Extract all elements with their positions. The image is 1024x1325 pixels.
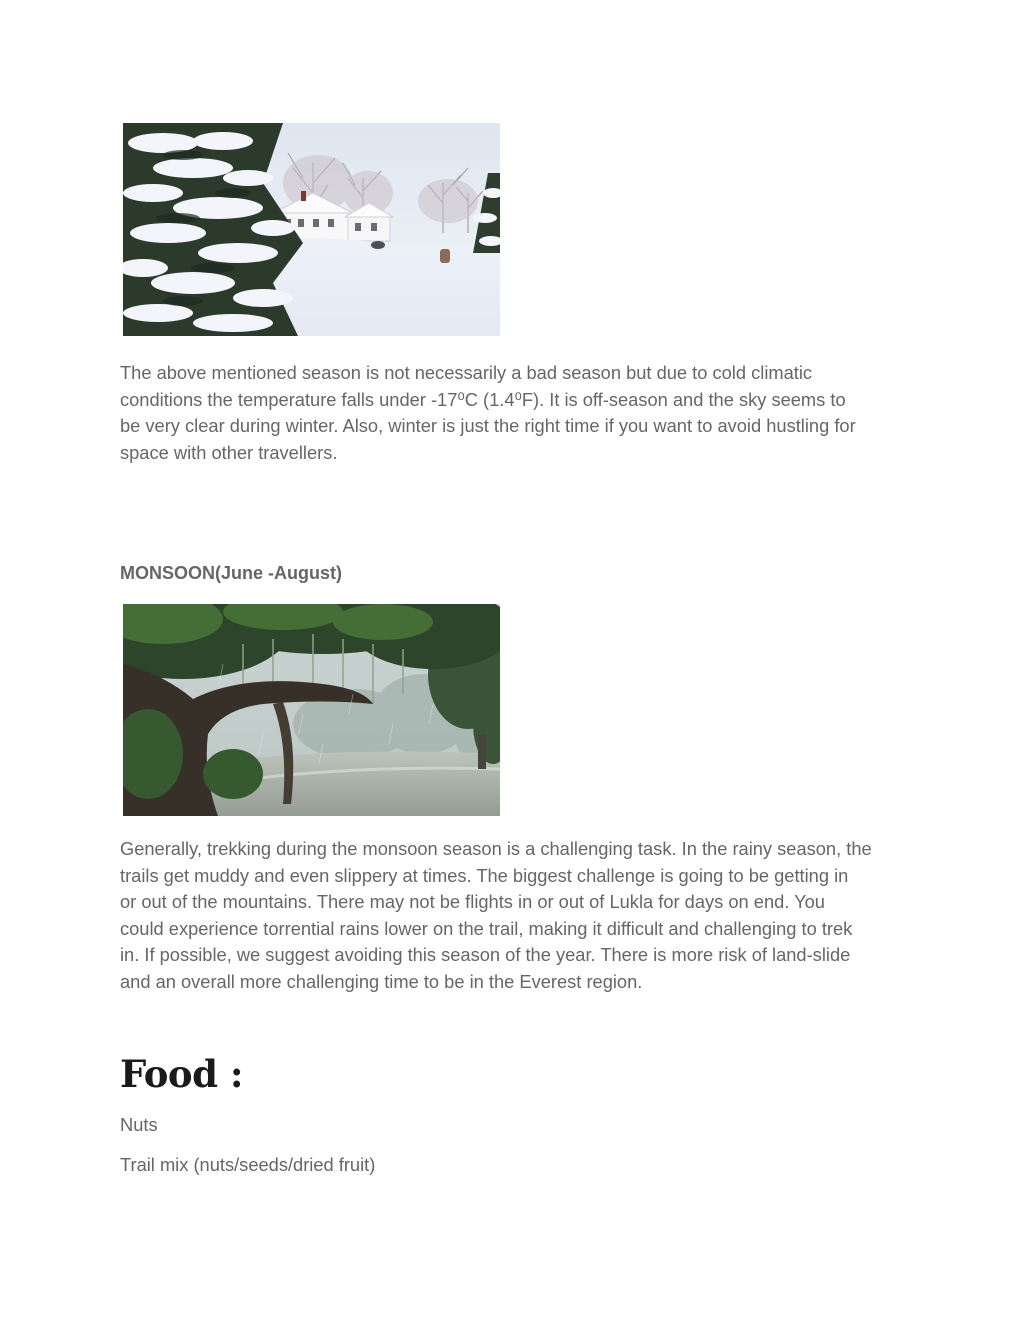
monsoon-heading: MONSOON(June -August)	[120, 563, 342, 583]
monsoon-paragraph	[120, 836, 910, 995]
winter-paragraph	[120, 360, 910, 466]
winter-snow-image	[123, 123, 500, 336]
paragraph-line: and an overall more challenging time to be in the Everest region.	[120, 970, 643, 992]
paragraph-line: be very clear during winter. Also, winter is just the right time if you want to avoid hustling for	[120, 415, 856, 436]
paragraph-line: trails get muddy and even slippery at times. The biggest challenge is going to be getting in	[120, 864, 849, 886]
paragraph-line: or out of the mountains. There may not be flights in or out of Lukla for days on end. You	[120, 891, 825, 912]
paragraph-line: could experience torrential rains lower on the trail, making it difficult and challenging to trek	[120, 917, 853, 939]
monsoon-rain-image	[123, 604, 500, 816]
food-heading: Food :	[120, 1052, 244, 1096]
paragraph-line: The above mentioned season is not necessarily a bad season but due to cold climatic	[120, 362, 813, 383]
food-item: Trail mix (nuts/seeds/dried fruit)	[120, 1154, 376, 1175]
food-item: Nuts	[120, 1114, 158, 1135]
paragraph-line: conditions the temperature falls under -17⁰C (1.4⁰F). It is off-season and the sky seems to	[120, 388, 846, 410]
paragraph-line: in. If possible, we suggest avoiding this season of the year. There is more risk of land-slide	[120, 944, 851, 965]
paragraph-line: space with other travellers.	[120, 441, 338, 463]
paragraph-line: Generally, trekking during the monsoon season is a challenging task. In the rainy season, the	[120, 838, 872, 859]
